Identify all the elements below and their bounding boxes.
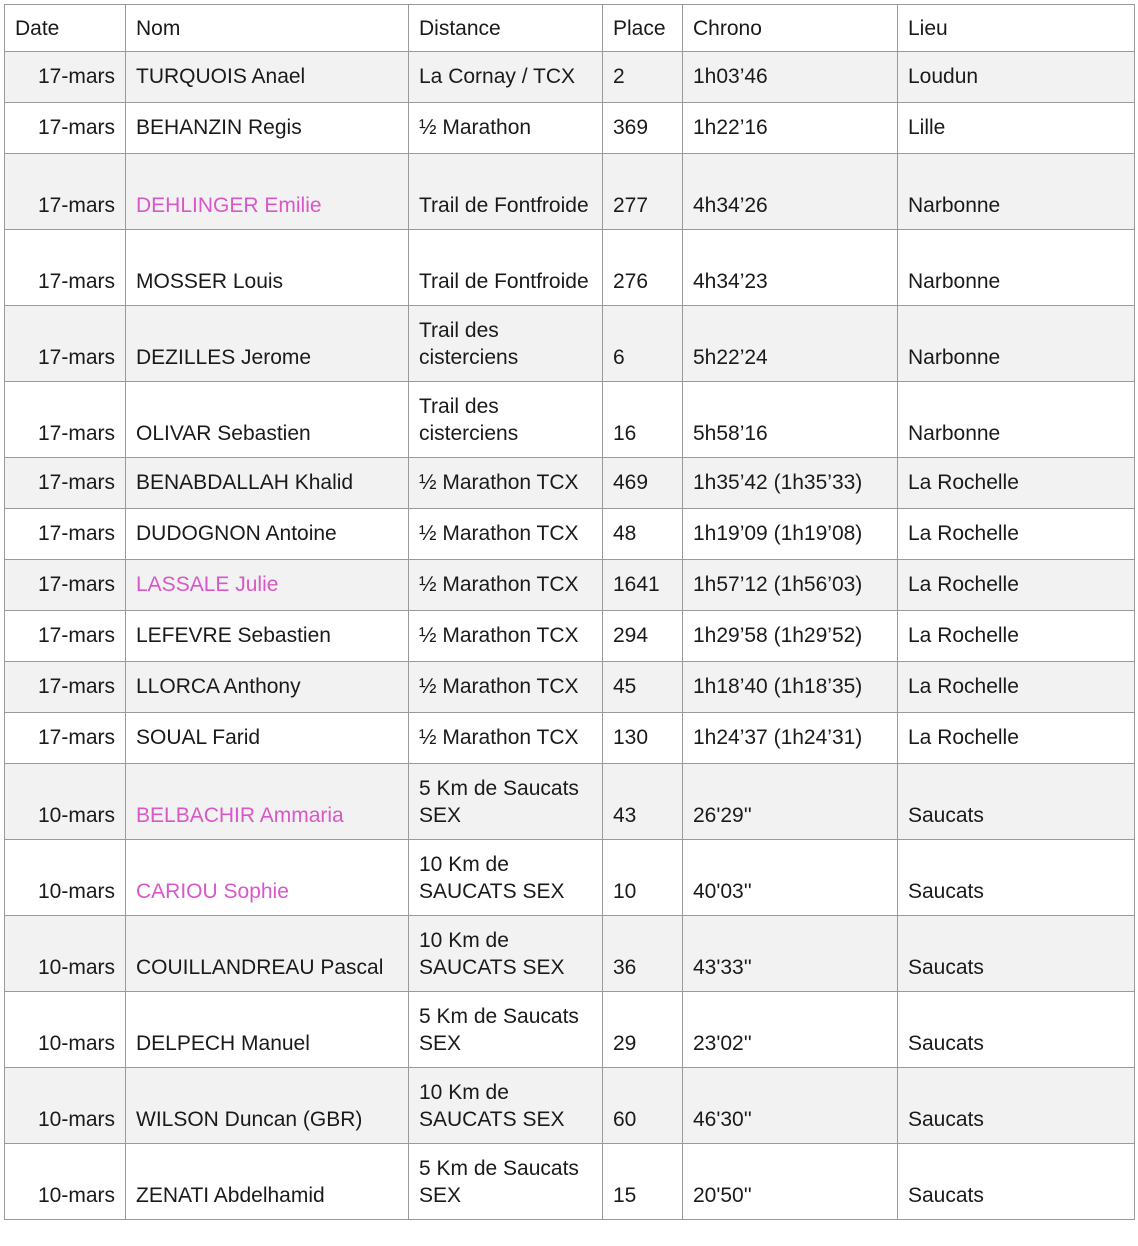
cell-lieu: Saucats: [898, 992, 1135, 1068]
cell-date: 17-mars: [5, 154, 126, 230]
cell-lieu: Narbonne: [898, 382, 1135, 458]
table-row: [5, 382, 1135, 458]
cell-date: 17-mars: [5, 52, 126, 103]
cell-lieu: Saucats: [898, 764, 1135, 840]
cell-lieu: Narbonne: [898, 306, 1135, 382]
cell-lieu: Saucats: [898, 916, 1135, 992]
cell-chrono: 5h22’24: [683, 306, 898, 382]
cell-date: 10-mars: [5, 764, 126, 840]
cell-place: 130: [603, 713, 683, 764]
cell-chrono: 1h18’40 (1h18’35): [683, 662, 898, 713]
cell-lieu: Narbonne: [898, 230, 1135, 306]
cell-chrono: 1h57’12 (1h56’03): [683, 560, 898, 611]
table-row: [5, 230, 1135, 306]
table-row: [5, 560, 1135, 611]
cell-distance: Trail de Fontfroide: [409, 154, 603, 230]
header-date: Date: [5, 5, 126, 52]
table-row: [5, 52, 1135, 103]
cell-place: 45: [603, 662, 683, 713]
cell-place: 1641: [603, 560, 683, 611]
table-row: [5, 1144, 1135, 1220]
cell-lieu: Saucats: [898, 1068, 1135, 1144]
cell-distance: Trail des cisterciens: [409, 306, 603, 382]
cell-place: 6: [603, 306, 683, 382]
cell-date: 10-mars: [5, 840, 126, 916]
cell-distance: ½ Marathon TCX: [409, 662, 603, 713]
cell-place: 15: [603, 1144, 683, 1220]
cell-nom: BELBACHIR Ammaria: [126, 764, 409, 840]
cell-lieu: La Rochelle: [898, 713, 1135, 764]
cell-place: 16: [603, 382, 683, 458]
cell-lieu: Lille: [898, 103, 1135, 154]
cell-lieu: La Rochelle: [898, 611, 1135, 662]
cell-date: 17-mars: [5, 662, 126, 713]
cell-chrono: 1h03’46: [683, 52, 898, 103]
cell-lieu: Saucats: [898, 840, 1135, 916]
cell-place: 48: [603, 509, 683, 560]
cell-place: 369: [603, 103, 683, 154]
cell-distance: ½ Marathon TCX: [409, 713, 603, 764]
cell-date: 17-mars: [5, 713, 126, 764]
cell-nom: BENABDALLAH Khalid: [126, 458, 409, 509]
cell-distance: La Cornay / TCX: [409, 52, 603, 103]
cell-place: 2: [603, 52, 683, 103]
results-table: [4, 4, 1135, 1220]
cell-chrono: 46'30'': [683, 1068, 898, 1144]
cell-lieu: La Rochelle: [898, 560, 1135, 611]
table-row: [5, 509, 1135, 560]
cell-distance: ½ Marathon TCX: [409, 458, 603, 509]
cell-nom: DUDOGNON Antoine: [126, 509, 409, 560]
cell-lieu: Narbonne: [898, 154, 1135, 230]
table-row: [5, 713, 1135, 764]
cell-date: 10-mars: [5, 916, 126, 992]
cell-place: 294: [603, 611, 683, 662]
cell-chrono: 23'02'': [683, 992, 898, 1068]
cell-chrono: 5h58’16: [683, 382, 898, 458]
cell-chrono: 1h35’42 (1h35’33): [683, 458, 898, 509]
cell-chrono: 4h34’23: [683, 230, 898, 306]
cell-distance: ½ Marathon TCX: [409, 611, 603, 662]
cell-distance: ½ Marathon TCX: [409, 560, 603, 611]
cell-lieu: Loudun: [898, 52, 1135, 103]
cell-chrono: 1h24’37 (1h24’31): [683, 713, 898, 764]
cell-date: 17-mars: [5, 611, 126, 662]
cell-chrono: 43'33'': [683, 916, 898, 992]
cell-place: 36: [603, 916, 683, 992]
cell-distance: 10 Km de SAUCATS SEX: [409, 916, 603, 992]
table-row: [5, 458, 1135, 509]
cell-nom: LASSALE Julie: [126, 560, 409, 611]
cell-place: 276: [603, 230, 683, 306]
cell-place: 10: [603, 840, 683, 916]
cell-date: 17-mars: [5, 382, 126, 458]
cell-nom: CARIOU Sophie: [126, 840, 409, 916]
header-nom: Nom: [126, 5, 409, 52]
cell-chrono: 1h29’58 (1h29’52): [683, 611, 898, 662]
cell-distance: 10 Km de SAUCATS SEX: [409, 1068, 603, 1144]
cell-nom: WILSON Duncan (GBR): [126, 1068, 409, 1144]
header-row: [5, 5, 1135, 52]
cell-nom: DEHLINGER Emilie: [126, 154, 409, 230]
cell-date: 17-mars: [5, 458, 126, 509]
cell-chrono: 26'29'': [683, 764, 898, 840]
cell-date: 17-mars: [5, 306, 126, 382]
cell-lieu: Saucats: [898, 1144, 1135, 1220]
cell-place: 43: [603, 764, 683, 840]
table-row: [5, 306, 1135, 382]
cell-distance: 5 Km de Saucats SEX: [409, 1144, 603, 1220]
table-row: [5, 154, 1135, 230]
cell-nom: LEFEVRE Sebastien: [126, 611, 409, 662]
header-distance: Distance: [409, 5, 603, 52]
cell-nom: COUILLANDREAU Pascal: [126, 916, 409, 992]
table-row: [5, 1068, 1135, 1144]
table-row: [5, 611, 1135, 662]
cell-date: 10-mars: [5, 1144, 126, 1220]
cell-distance: ½ Marathon: [409, 103, 603, 154]
cell-nom: SOUAL Farid: [126, 713, 409, 764]
header-place: Place: [603, 5, 683, 52]
header-lieu: Lieu: [898, 5, 1135, 52]
cell-date: 17-mars: [5, 509, 126, 560]
cell-chrono: 40'03'': [683, 840, 898, 916]
table-row: [5, 662, 1135, 713]
cell-chrono: 20'50'': [683, 1144, 898, 1220]
table-row: [5, 916, 1135, 992]
cell-place: 469: [603, 458, 683, 509]
table-row: [5, 103, 1135, 154]
header-chrono: Chrono: [683, 5, 898, 52]
cell-distance: 5 Km de Saucats SEX: [409, 992, 603, 1068]
table-row: [5, 764, 1135, 840]
cell-chrono: 1h19’09 (1h19’08): [683, 509, 898, 560]
cell-place: 60: [603, 1068, 683, 1144]
table-row: [5, 992, 1135, 1068]
cell-date: 10-mars: [5, 992, 126, 1068]
cell-distance: Trail de Fontfroide: [409, 230, 603, 306]
cell-date: 17-mars: [5, 103, 126, 154]
cell-chrono: 4h34’26: [683, 154, 898, 230]
cell-lieu: La Rochelle: [898, 458, 1135, 509]
cell-place: 277: [603, 154, 683, 230]
cell-distance: 10 Km de SAUCATS SEX: [409, 840, 603, 916]
cell-nom: ZENATI Abdelhamid: [126, 1144, 409, 1220]
cell-lieu: La Rochelle: [898, 662, 1135, 713]
cell-nom: LLORCA Anthony: [126, 662, 409, 713]
cell-date: 10-mars: [5, 1068, 126, 1144]
cell-place: 29: [603, 992, 683, 1068]
cell-date: 17-mars: [5, 230, 126, 306]
cell-nom: TURQUOIS Anael: [126, 52, 409, 103]
cell-nom: DEZILLES Jerome: [126, 306, 409, 382]
table-row: [5, 840, 1135, 916]
cell-lieu: La Rochelle: [898, 509, 1135, 560]
cell-distance: ½ Marathon TCX: [409, 509, 603, 560]
cell-nom: OLIVAR Sebastien: [126, 382, 409, 458]
cell-distance: 5 Km de Saucats SEX: [409, 764, 603, 840]
cell-nom: MOSSER Louis: [126, 230, 409, 306]
cell-nom: BEHANZIN Regis: [126, 103, 409, 154]
cell-date: 17-mars: [5, 560, 126, 611]
cell-nom: DELPECH Manuel: [126, 992, 409, 1068]
cell-distance: Trail des cisterciens: [409, 382, 603, 458]
cell-chrono: 1h22’16: [683, 103, 898, 154]
